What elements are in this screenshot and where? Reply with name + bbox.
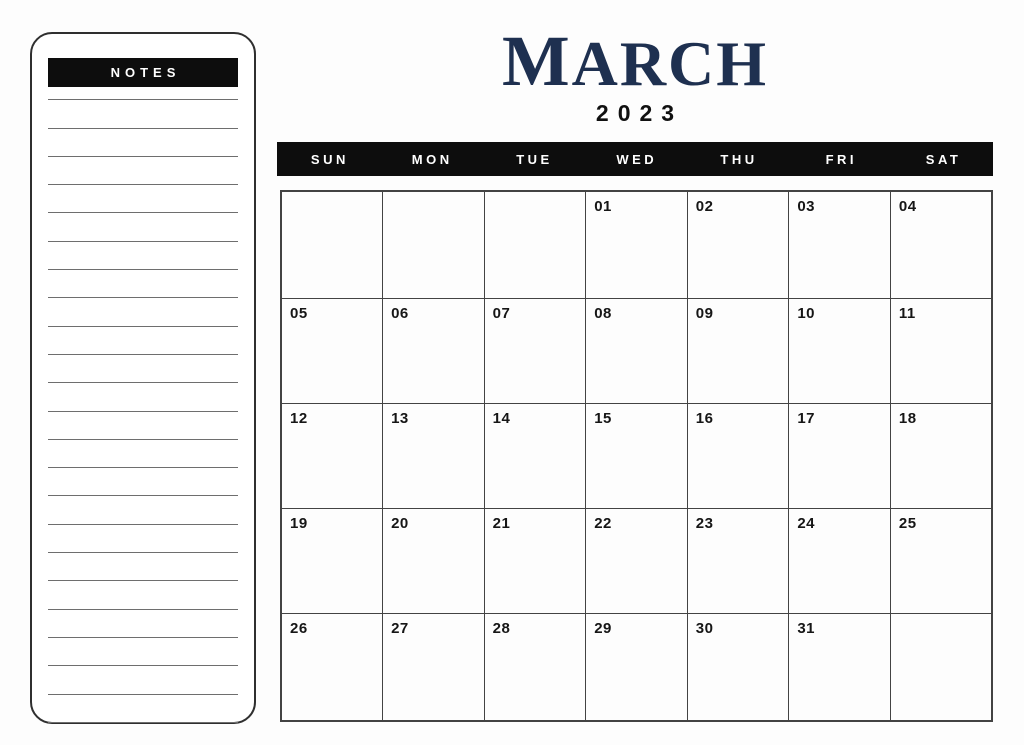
date-number: 10 — [797, 304, 815, 322]
weekday-label: FRI — [825, 151, 858, 167]
date-number: 01 — [594, 198, 612, 215]
day-cell — [789, 403, 891, 508]
day-cell — [687, 403, 789, 508]
weekday-label: MON — [411, 151, 453, 167]
day-cell — [484, 614, 586, 721]
note-line — [48, 666, 238, 694]
day-cell — [789, 298, 891, 403]
weekday-label: TUE — [516, 151, 553, 167]
date-number: 28 — [492, 620, 511, 638]
year-label: 2023 — [595, 100, 684, 127]
weekday-bar — [277, 142, 993, 176]
notes-title: NOTES — [110, 65, 181, 80]
day-cell — [281, 614, 383, 721]
day-cell — [484, 509, 586, 614]
note-line — [48, 496, 238, 524]
day-cell — [281, 403, 383, 508]
day-cell — [890, 403, 992, 508]
day-cell — [484, 403, 586, 508]
note-line — [48, 270, 238, 298]
date-number: 16 — [695, 409, 714, 427]
calendar-grid — [280, 190, 993, 722]
day-cell — [383, 509, 485, 614]
date-number: 27 — [391, 620, 409, 638]
note-line — [48, 638, 238, 666]
note-line — [48, 440, 238, 468]
note-line — [48, 412, 238, 440]
day-cell — [586, 298, 688, 403]
week-row — [281, 298, 992, 403]
day-cell — [383, 298, 485, 403]
weekday-label: SUN — [310, 151, 349, 167]
weekday-label: THU — [720, 151, 758, 167]
day-cell — [687, 509, 789, 614]
date-number: 17 — [797, 409, 815, 427]
note-line — [48, 242, 238, 270]
date-number: 22 — [594, 515, 612, 533]
date-number: 15 — [594, 409, 612, 427]
day-cell — [383, 191, 485, 298]
notes-panel — [30, 32, 256, 724]
title-block — [277, 21, 993, 127]
date-number: 02 — [695, 198, 714, 215]
day-cell — [281, 509, 383, 614]
date-number: 31 — [797, 620, 815, 638]
weekday-label: SAT — [925, 151, 962, 167]
date-number: 08 — [594, 304, 612, 322]
note-line — [48, 695, 238, 723]
day-cell — [484, 191, 586, 298]
date-number: 29 — [594, 620, 612, 638]
day-cell — [586, 614, 688, 721]
date-number: 09 — [695, 304, 714, 322]
day-cell — [890, 614, 992, 721]
date-number: 18 — [898, 409, 917, 427]
note-line — [48, 581, 238, 609]
date-number: 25 — [898, 515, 917, 533]
day-cell — [586, 403, 688, 508]
day-cell — [281, 191, 383, 298]
note-line — [48, 610, 238, 638]
date-number: 30 — [695, 620, 714, 638]
date-number: 21 — [492, 515, 511, 533]
note-line — [48, 213, 238, 241]
day-cell — [890, 298, 992, 403]
date-number: 14 — [492, 409, 511, 427]
date-number: 20 — [391, 515, 409, 533]
day-cell — [484, 298, 586, 403]
calendar-grid-body — [281, 191, 992, 721]
day-cell — [890, 509, 992, 614]
day-cell — [789, 614, 891, 721]
week-row — [281, 509, 992, 614]
date-number: 26 — [290, 620, 308, 638]
day-cell — [890, 191, 992, 298]
date-number: 04 — [898, 198, 917, 215]
week-row — [281, 403, 992, 508]
note-line — [48, 383, 238, 411]
date-number: 11 — [898, 304, 916, 322]
day-cell — [789, 509, 891, 614]
note-line — [48, 468, 238, 496]
note-line — [48, 327, 238, 355]
weekday-label: WED — [616, 151, 658, 167]
notes-lines — [48, 72, 238, 723]
note-line — [48, 100, 238, 128]
day-cell — [383, 403, 485, 508]
note-line — [48, 298, 238, 326]
note-line — [48, 185, 238, 213]
day-cell — [281, 298, 383, 403]
date-number: 13 — [391, 409, 409, 427]
day-cell — [789, 191, 891, 298]
day-cell — [383, 614, 485, 721]
note-line — [48, 129, 238, 157]
day-cell — [586, 509, 688, 614]
date-number: 05 — [290, 304, 308, 322]
date-number: 06 — [391, 304, 409, 322]
date-number: 24 — [797, 515, 815, 533]
day-cell — [687, 614, 789, 721]
note-line — [48, 157, 238, 185]
date-number: 23 — [695, 515, 714, 533]
note-line — [48, 355, 238, 383]
date-number: 19 — [290, 515, 308, 533]
month-title: MARCH — [501, 21, 769, 101]
day-cell — [687, 191, 789, 298]
day-cell — [586, 191, 688, 298]
day-cell — [687, 298, 789, 403]
date-number: 07 — [492, 304, 511, 322]
note-line — [48, 525, 238, 553]
note-line — [48, 72, 238, 100]
week-row — [281, 191, 992, 298]
week-row — [281, 614, 992, 721]
date-number: 03 — [797, 198, 815, 215]
note-line — [48, 553, 238, 581]
date-number: 12 — [290, 409, 308, 427]
